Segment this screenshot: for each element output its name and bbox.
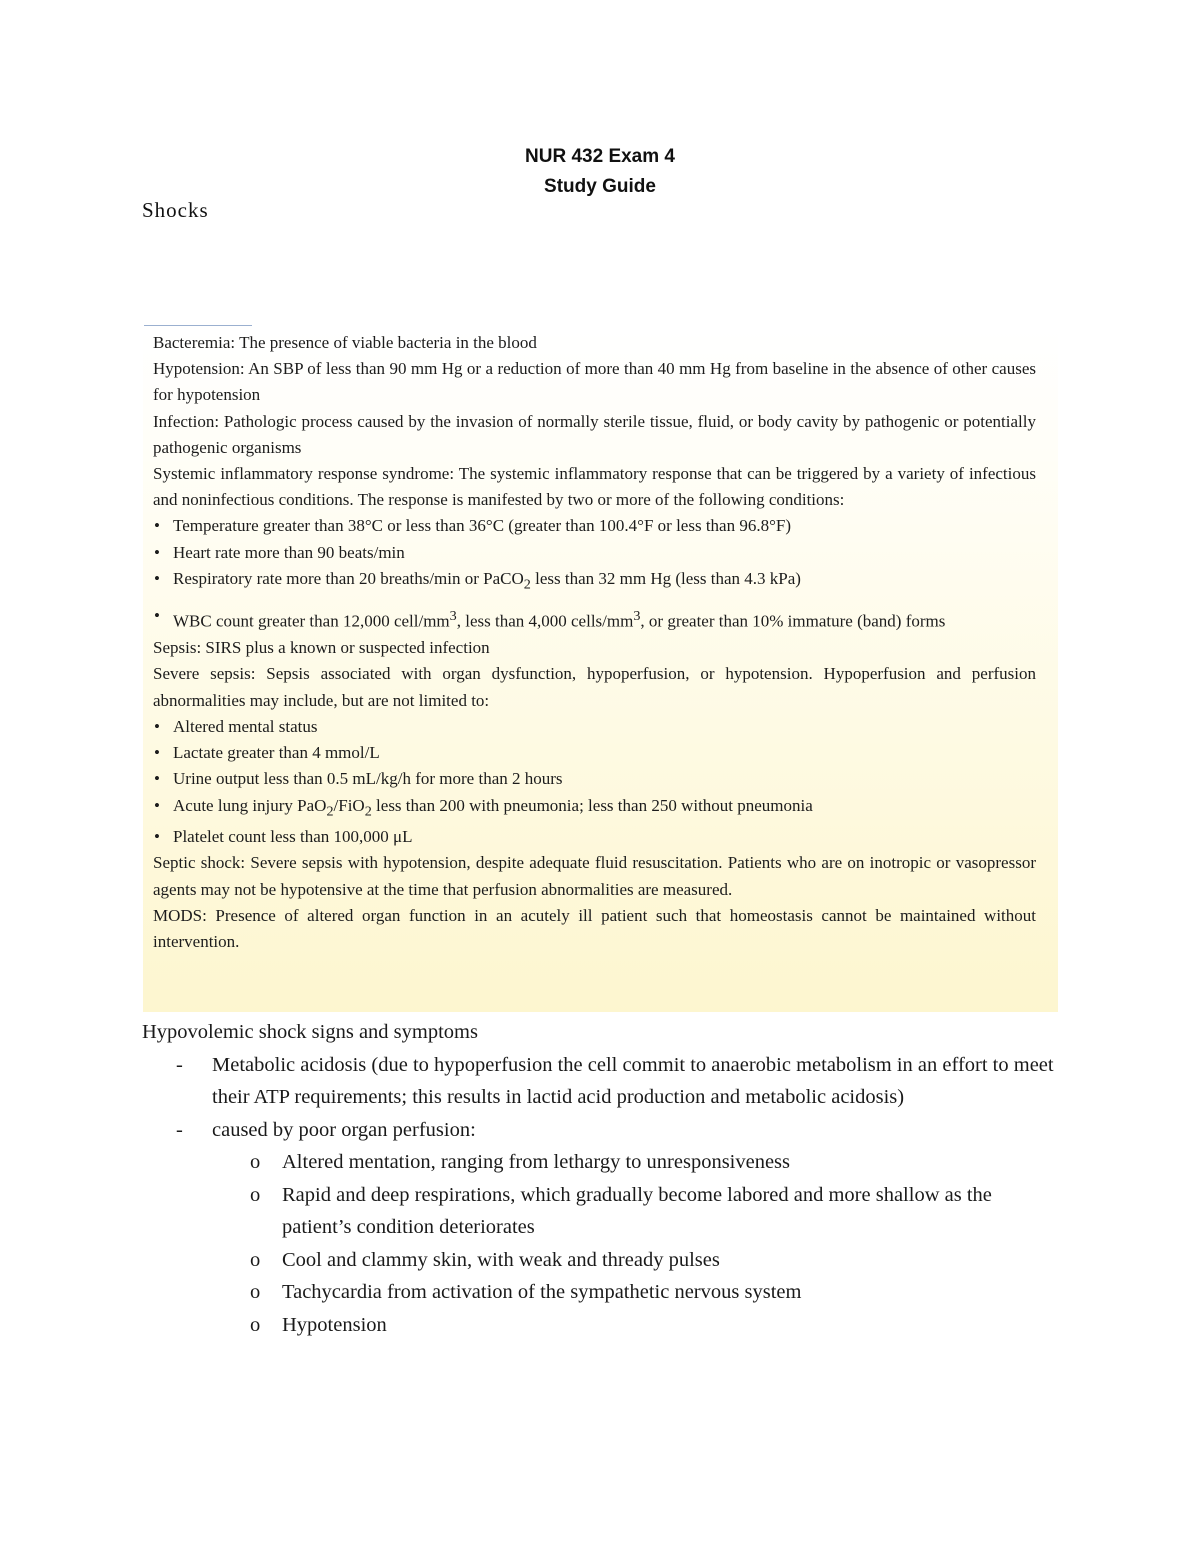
- sign-item: [142, 1179, 1062, 1244]
- circle-bullet: o: [250, 1151, 261, 1173]
- sirs-criteria-list: [153, 513, 1036, 635]
- ali-subscript-2: 2: [364, 802, 372, 819]
- list-item-poor-perfusion: [142, 1114, 1062, 1147]
- document-title: NUR 432 Exam 4: [525, 146, 675, 167]
- definition-severe-sepsis: Severe sepsis: Sepsis associated with organ dysfunction, hypoperfusion, or hypotension. Hypoperfusion and perfusion abnormalities may include, but are not limited to:: [153, 664, 1036, 710]
- sign-text: Rapid and deep respirations, which gradually become labored and more shallow as the patient’s condition deteriorates: [282, 1183, 992, 1238]
- definition-hypotension: Hypotension: An SBP of less than 90 mm Hg or a reduction of more than 40 mm Hg from baseline in the absence of other causes for hypotension: [153, 359, 1036, 405]
- criterion-mental-status: • Altered mental status: [153, 714, 1036, 740]
- sign-item: [142, 1309, 1062, 1342]
- resp-text-b: less than 32 mm Hg (less than 4.3 kPa): [530, 568, 801, 588]
- sign-text: Altered mentation, ranging from lethargy to unresponsiveness: [282, 1151, 791, 1173]
- sign-item: [142, 1276, 1062, 1309]
- document-subtitle: Study Guide: [544, 176, 656, 197]
- circle-bullet: o: [250, 1313, 261, 1336]
- severe-sepsis-criteria-list: [153, 714, 1036, 850]
- resp-subscript: 2: [523, 576, 531, 593]
- sign-item: [142, 1244, 1062, 1277]
- definition-bacteremia: Bacteremia: The presence of viable bacteria in the blood: [153, 333, 537, 352]
- criterion-platelet-count: • Platelet count less than 100,000 μL: [153, 824, 1036, 850]
- sign-text: Hypotension: [282, 1313, 387, 1336]
- definitions-box: [143, 330, 1058, 1012]
- sirs-criterion-temperature: • Temperature greater than 38°C or less than 36°C (greater than 100.4°F or less than 96.8°F): [153, 513, 1036, 539]
- wbc-superscript-2: 3: [633, 608, 641, 625]
- wbc-superscript-1: 3: [449, 608, 457, 625]
- criterion-urine-output: • Urine output less than 0.5 mL/kg/h for more than 2 hours: [153, 766, 1036, 792]
- criterion-acute-lung-injury: [153, 793, 1036, 825]
- sign-text: Cool and clammy skin, with weak and thready pulses: [282, 1248, 720, 1271]
- wbc-text-b: , less than 4,000 cells/mm: [456, 612, 634, 632]
- section-heading-shocks: Shocks: [142, 198, 209, 222]
- sign-text: Tachycardia from activation of the sympathetic nervous system: [282, 1281, 802, 1303]
- sirs-criterion-heart-rate: • Heart rate more than 90 beats/min: [153, 540, 1036, 566]
- sign-item: [142, 1146, 1062, 1179]
- sirs-criterion-respiratory-rate: [153, 566, 1036, 598]
- document-title-block: [0, 142, 1200, 202]
- sirs-criterion-wbc: [153, 603, 1036, 635]
- ali-text-a: Acute lung injury PaO: [173, 795, 327, 815]
- criterion-lactate: • Lactate greater than 4 mmol/L: [153, 740, 1036, 766]
- ali-subscript-1: 2: [326, 802, 334, 819]
- definition-mods: MODS: Presence of altered organ function in an acutely ill patient such that homeostasis cannot be maintained without intervention.: [153, 905, 1036, 951]
- wbc-text-a: WBC count greater than 12,000 cell/mm: [173, 612, 450, 632]
- list-item-metabolic-acidosis: [142, 1049, 1062, 1114]
- ali-text-c: less than 200 with pneumonia; less than 250 without pneumonia: [371, 795, 813, 815]
- hypovolemic-heading: Hypovolemic shock signs and symptoms: [142, 1021, 478, 1043]
- definition-infection: Infection: Pathologic process caused by the invasion of normally sterile tissue, fluid, or body cavity by pathogenic or potentially pathogenic organisms: [153, 411, 1036, 457]
- list-item-text: Metabolic acidosis (due to hypoperfusion the cell commit to anaerobic metabolism in an effort to meet their ATP requirements; this results in lactid acid production and metabolic acidosis): [212, 1053, 1054, 1108]
- wbc-text-c: , or greater than 10% immature (band) forms: [640, 612, 946, 632]
- definition-septic-shock: Septic shock: Severe sepsis with hypotension, despite adequate fluid resuscitation. Patients who are on inotropic or vasopressor agents may not be hypotensive at the time that perfusion abnormalities are measured.: [153, 853, 1036, 899]
- definition-sirs: Systemic inflammatory response syndrome: The systemic inflammatory response that can be triggered by a variety of infectious and noninfectious conditions. The response is manifested by two or more of the following conditions:: [153, 464, 1036, 510]
- definition-sepsis: Sepsis: SIRS plus a known or suspected infection: [153, 638, 490, 658]
- dash-bullet: -: [176, 1118, 183, 1141]
- list-item-text: caused by poor organ perfusion:: [212, 1118, 476, 1141]
- hypovolemic-section: [142, 1016, 1062, 1341]
- circle-bullet: o: [250, 1248, 261, 1271]
- circle-bullet: o: [250, 1183, 261, 1206]
- divider-rule: [144, 325, 252, 326]
- dash-bullet: -: [176, 1053, 183, 1076]
- ali-text-b: /FiO: [333, 795, 365, 815]
- resp-text-a: Respiratory rate more than 20 breaths/min or PaCO: [173, 568, 524, 588]
- circle-bullet: o: [250, 1281, 261, 1303]
